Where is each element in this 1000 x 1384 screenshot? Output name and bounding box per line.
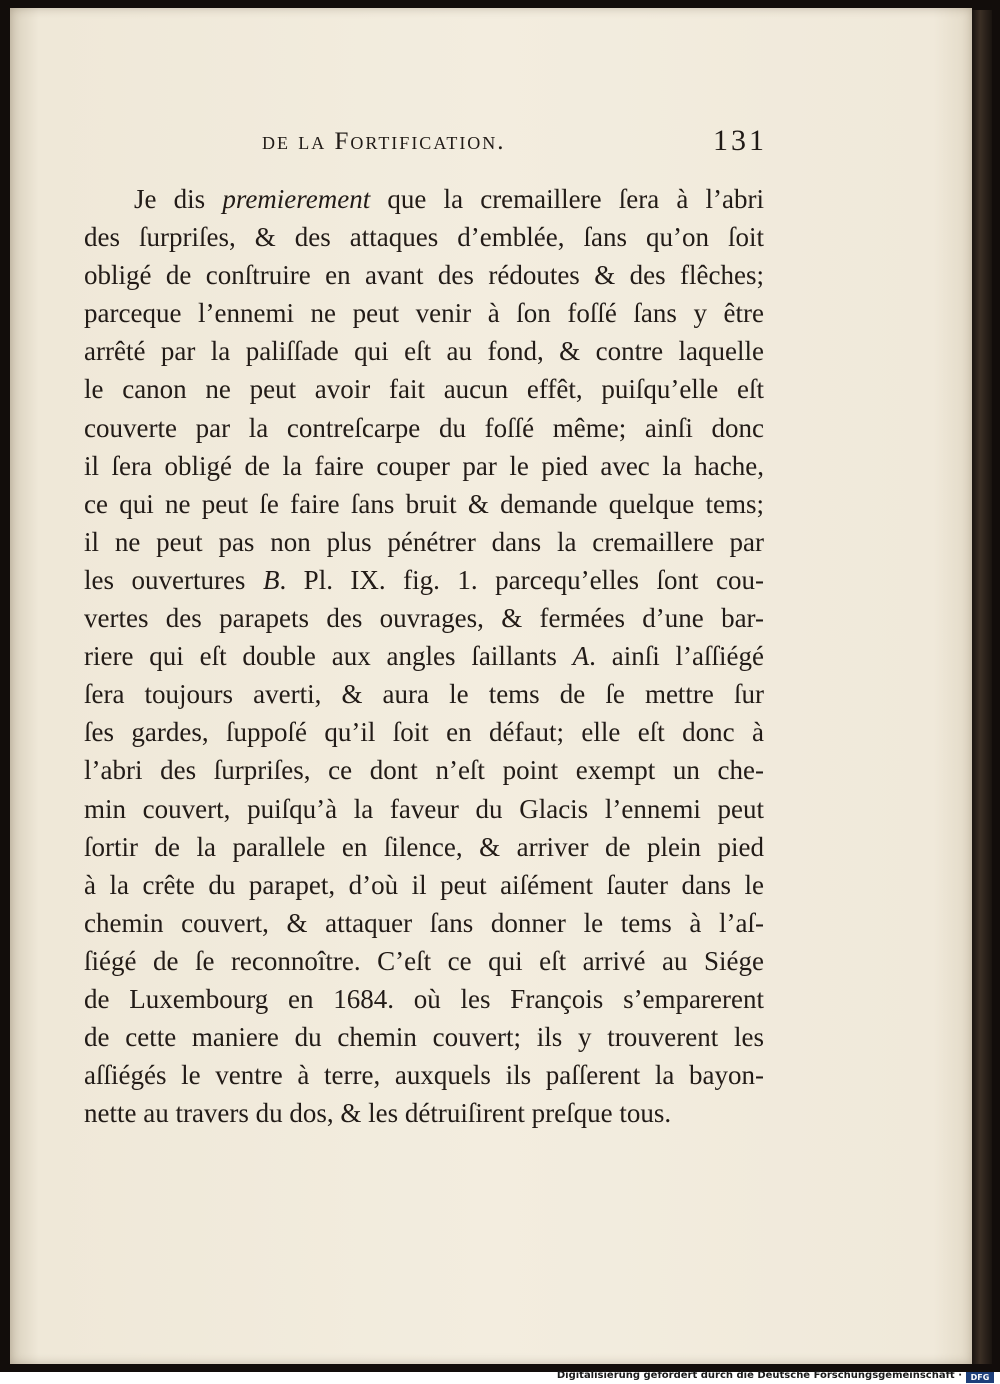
italic-letter-b: B bbox=[262, 564, 280, 595]
text-line-5: arrêté par la paliſſade qui eſt au fond, & contre laquelle bbox=[84, 336, 764, 367]
text-line-24: aſſiégés le ventre à terre, auxquels ils paſſerent la bayon- bbox=[84, 1060, 764, 1091]
text-line-25: nette au travers du dos, & les détruiſirent preſque tous. bbox=[84, 1098, 672, 1129]
text-line-18: ſortir de la parallele en ſilence, & arriver de plein pied bbox=[84, 831, 764, 862]
running-title: de la Fortification. bbox=[262, 128, 506, 155]
page-number: 131 bbox=[713, 124, 767, 157]
text-line-23: de cette maniere du chemin couvert; ils y trouverent les bbox=[84, 1022, 764, 1053]
text-line-7: couverte par la contreſcarpe du foſſé même; ainſi donc bbox=[84, 412, 764, 443]
italic-word: premierement bbox=[222, 184, 371, 214]
text-line-9: ce qui ne peut ſe faire ſans bruit & demande quelque tems; bbox=[84, 488, 764, 519]
text-line-21: ſiégé de ſe reconnoître. C’eſt ce qui eſt arrivé au Siége bbox=[84, 945, 764, 976]
text-line-6: le canon ne peut avoir fait aucun effêt, puiſqu’elle eſt bbox=[84, 374, 764, 405]
footer-bar bbox=[0, 1372, 1000, 1384]
text-line-20: chemin couvert, & attaquer ſans donner le tems à l’aſ- bbox=[84, 907, 764, 938]
text-line-17: min couvert, puiſqu’à la faveur du Glacis l’ennemi peut bbox=[84, 793, 764, 824]
text-line-2: des ſurpriſes, & des attaques d’emblée, ſans qu’on ſoit bbox=[84, 222, 764, 253]
text-line-15: ſes gardes, ſuppoſé qu’il ſoit en défaut; elle eſt donc à bbox=[84, 717, 764, 748]
text-line-22: de Luxembourg en 1684. où les François s’emparerent bbox=[84, 983, 764, 1014]
page-edge-strip bbox=[972, 10, 992, 1364]
italic-letter-a: A bbox=[572, 641, 590, 672]
text-line-13: riere qui eſt double aux angles ſaillants A. ainſi l’aſſiégé bbox=[84, 641, 764, 672]
running-head bbox=[262, 124, 767, 168]
text-line-12: vertes des parapets des ouvrages, & fermées d’une bar- bbox=[84, 603, 764, 634]
text-line-10: il ne peut pas non plus pénétrer dans la cremaillere par bbox=[84, 526, 764, 557]
text-line-8: il ſera obligé de la faire couper par le pied avec la hache, bbox=[84, 450, 764, 481]
text-line-16: l’abri des ſurpriſes, ce dont n’eſt point exempt un che- bbox=[84, 755, 764, 786]
text-line-19: à la crête du parapet, d’où il peut aiſément ſauter dans le bbox=[84, 869, 764, 900]
text-line-11: les ouvertures B. Pl. IX. fig. 1. parcequ’elles ſont cou- bbox=[84, 564, 765, 595]
body-text bbox=[84, 180, 764, 1132]
text-line-3: obligé de conſtruire en avant des rédoutes & des flêches; bbox=[84, 260, 764, 291]
text-line-4: parceque l’ennemi ne peut venir à ſon foſſé ſans y être bbox=[84, 298, 764, 329]
funding-credit: Digitalisierung gefördert durch die Deutsche Forschungsgemeinschaft · bbox=[556, 1370, 962, 1381]
dfg-logo-icon: DFG bbox=[966, 1372, 994, 1383]
text-line-1: Je dis premierement que la cremaillere ſera à l’abri bbox=[134, 184, 764, 214]
text-line-14: ſera toujours averti, & aura le tems de ſe mettre ſur bbox=[84, 679, 764, 710]
